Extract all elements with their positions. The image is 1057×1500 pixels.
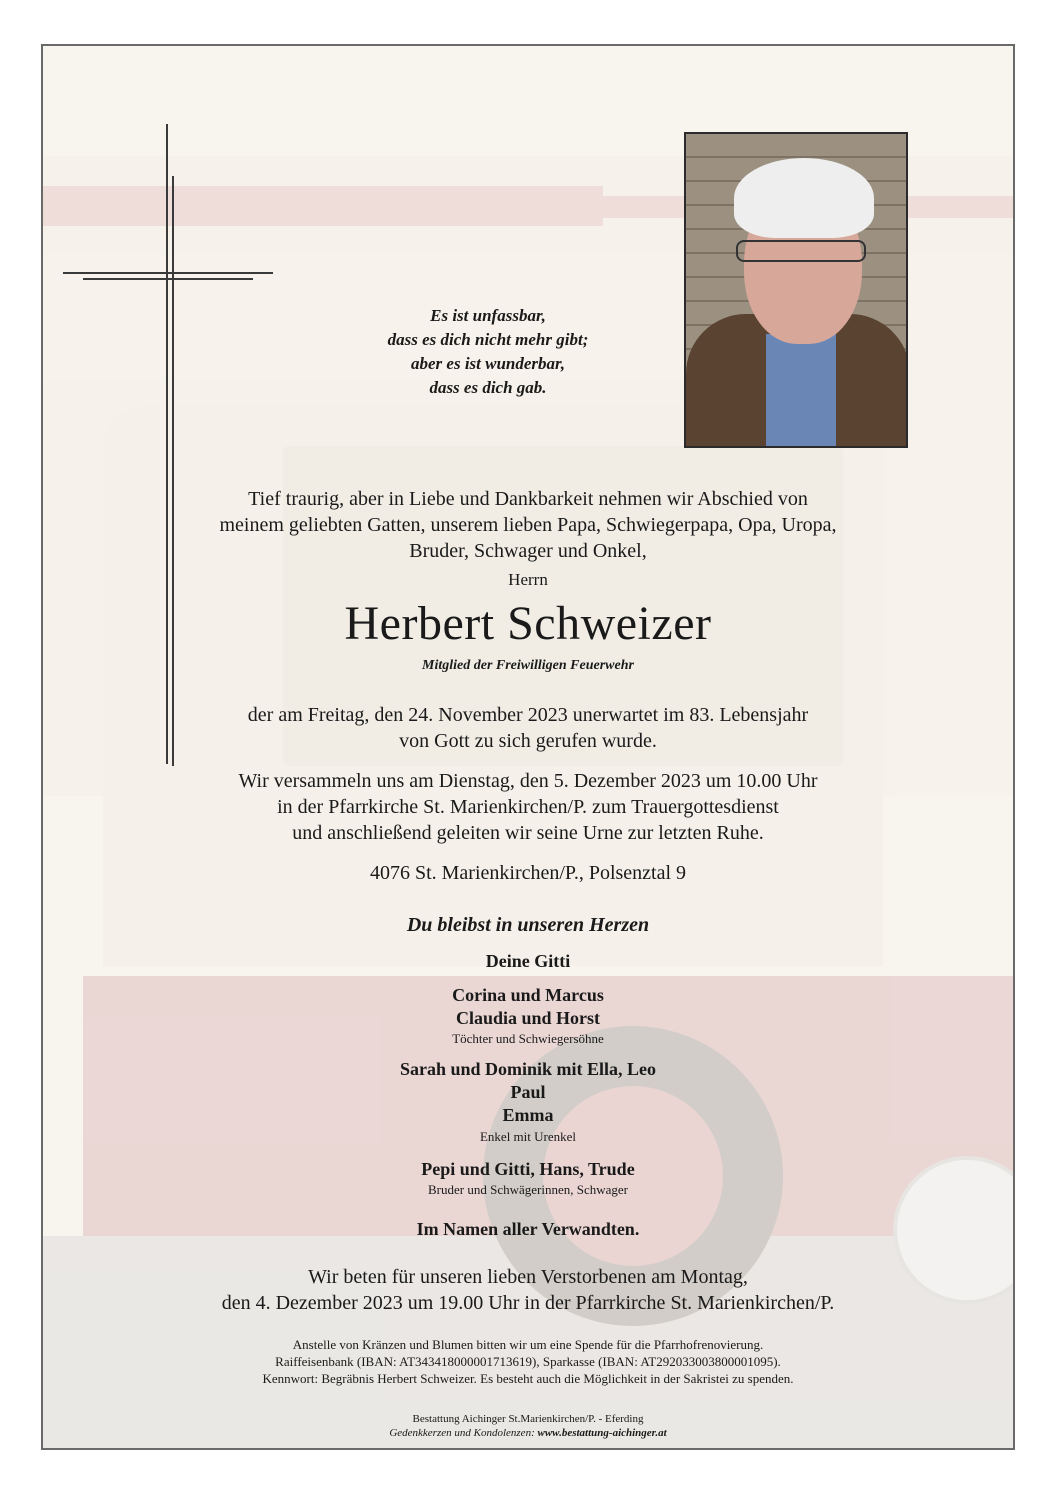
death-line: der am Freitag, den 24. November 2023 unerwartet im 83. Lebensjahr	[247, 704, 809, 726]
salutation: Herrn	[508, 570, 548, 589]
donation-notice	[43, 1336, 1013, 1387]
quote-line: dass es dich gab.	[429, 378, 547, 397]
portrait-photo	[684, 132, 908, 448]
intro-line: Tief traurig, aber in Liebe und Dankbarkeit nehmen wir Abschied von	[248, 488, 808, 510]
quote-line: Es ist unfassbar,	[430, 306, 546, 325]
children-caption: Töchter und Schwiegersöhne	[452, 1031, 604, 1046]
prayer-line: Wir beten für unseren lieben Verstorbenen am Montag,	[308, 1266, 748, 1288]
mourner-grandchildren	[43, 1058, 1013, 1127]
donation-line: Kennwort: Begräbnis Herbert Schweizer. Es besteht auch die Möglichkeit in der Sakristei zu spenden.	[262, 1371, 794, 1386]
undertaker-name: Bestattung Aichinger St.Marienkirchen/P. - Eferding	[412, 1413, 644, 1425]
death-line: von Gott zu sich gerufen wurde.	[399, 730, 657, 752]
donation-line: Raiffeisenbank (IBAN: AT343418000001713619), Sparkasse (IBAN: AT292033003800001095).	[275, 1354, 781, 1369]
mourner-siblings: Pepi und Gitti, Hans, Trude	[421, 1159, 635, 1179]
mourner-line: Claudia und Horst	[455, 1008, 601, 1028]
intro-line: meinem geliebten Gatten, unserem lieben Papa, Schwiegerpapa, Opa, Uropa,	[219, 514, 837, 536]
heart-line: Du bleibst in unseren Herzen	[406, 914, 650, 936]
mourner-line: Emma	[502, 1105, 554, 1125]
prayer-line: den 4. Dezember 2023 um 19.00 Uhr in der Pfarrkirche St. Marienkirchen/P.	[221, 1292, 835, 1314]
website-link[interactable]: www.bestattung-aichinger.at	[537, 1427, 667, 1439]
membership-line: Mitglied der Freiwilligen Feuerwehr	[422, 658, 634, 673]
mourner-children	[43, 984, 1013, 1030]
obituary-card	[41, 44, 1015, 1450]
funeral-line: in der Pfarrkirche St. Marienkirchen/P. zum Trauergottesdienst	[277, 796, 779, 818]
mourner-line: Paul	[510, 1082, 546, 1102]
donation-line: Anstelle von Kränzen und Blumen bitten wir um eine Spende für die Pfarrhofrenovierung.	[292, 1337, 764, 1352]
address: 4076 St. Marienkirchen/P., Polsenztal 9	[369, 862, 687, 884]
mourner-line: Corina und Marcus	[452, 985, 604, 1005]
memorial-quote	[313, 304, 663, 400]
mourner-line: Sarah und Dominik mit Ella, Leo	[399, 1059, 657, 1079]
grandchildren-caption: Enkel mit Urenkel	[479, 1129, 577, 1144]
footer	[43, 1412, 1013, 1440]
intro-text	[43, 486, 1013, 564]
mourner-wife: Deine Gitti	[485, 951, 571, 971]
mourner-relatives: Im Namen aller Verwandten.	[416, 1219, 640, 1239]
deceased-name: Herbert Schweizer	[344, 597, 712, 650]
condolence-label: Gedenkkerzen und Kondolenzen:	[389, 1427, 535, 1439]
funeral-line: und anschließend geleiten wir seine Urne zur letzten Ruhe.	[292, 822, 764, 844]
siblings-caption: Bruder und Schwägerinnen, Schwager	[428, 1182, 628, 1197]
quote-line: dass es dich nicht mehr gibt;	[387, 330, 589, 349]
funeral-notice	[43, 768, 1013, 846]
quote-line: aber es ist wunderbar,	[411, 354, 565, 373]
funeral-line: Wir versammeln uns am Dienstag, den 5. Dezember 2023 um 10.00 Uhr	[238, 770, 818, 792]
prayer-notice	[43, 1264, 1013, 1316]
death-notice	[43, 702, 1013, 754]
intro-line: Bruder, Schwager und Onkel,	[409, 540, 647, 562]
